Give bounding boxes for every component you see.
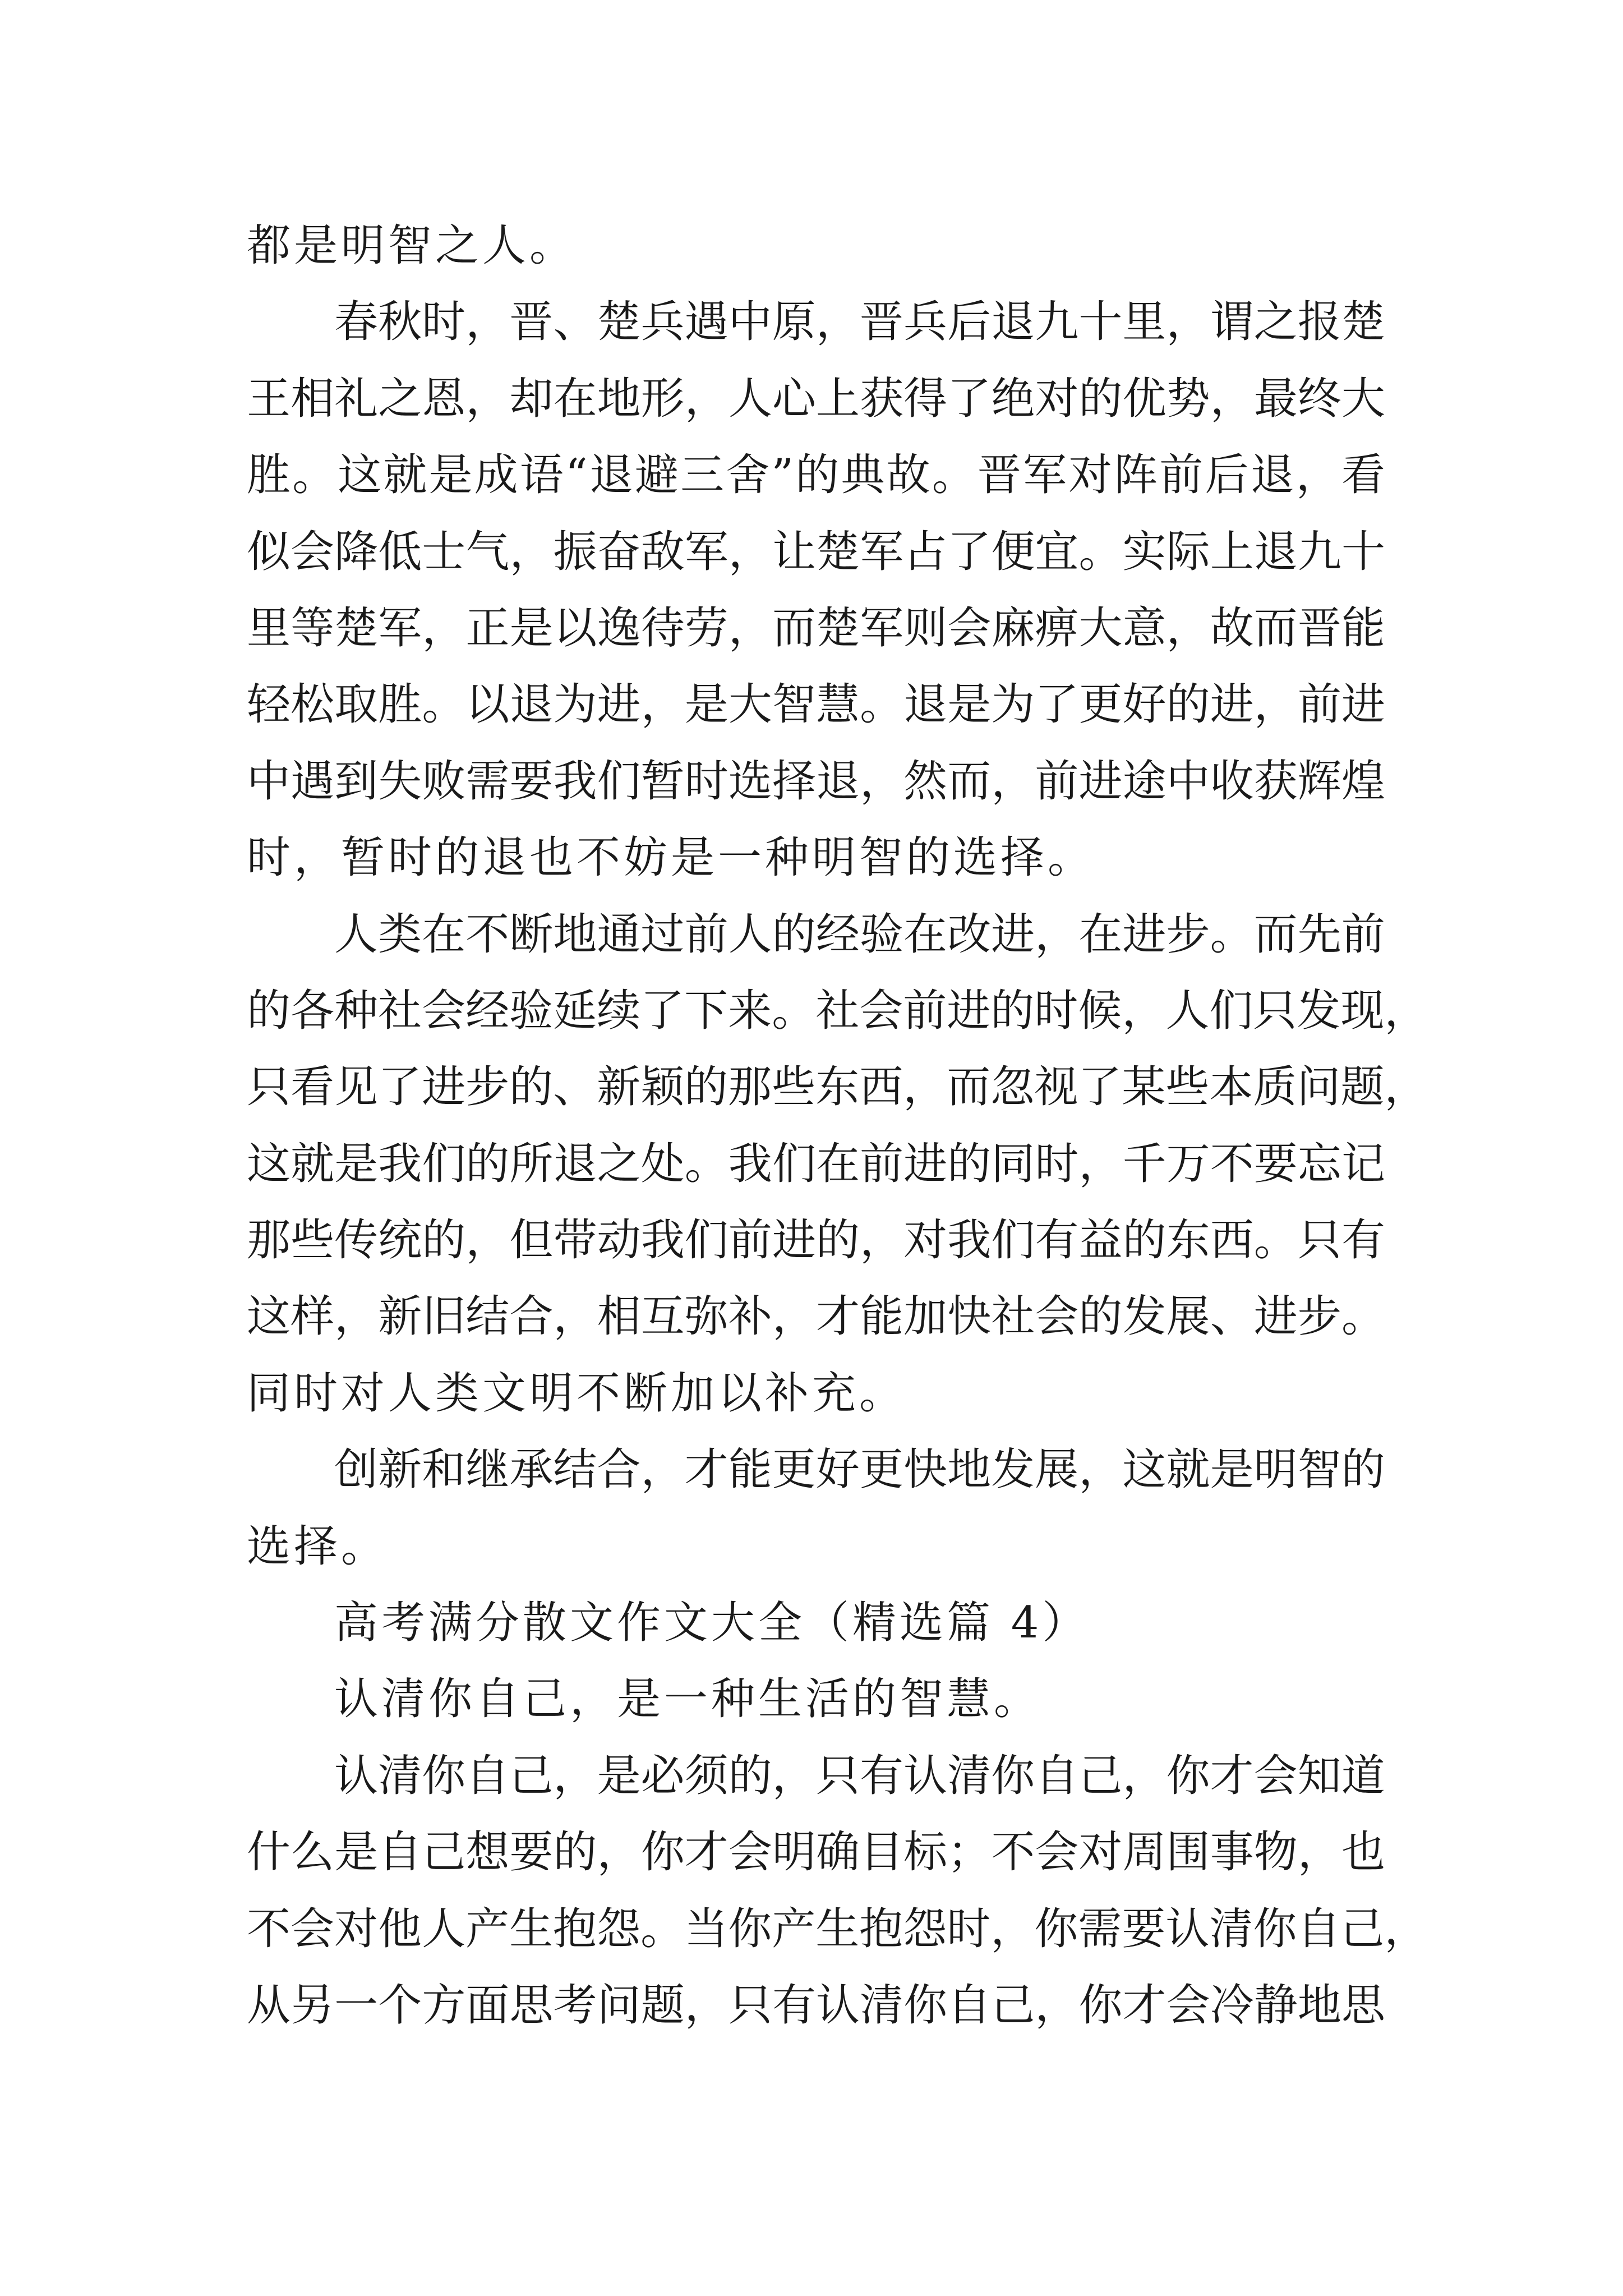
text-line: 不 会 对 他 人 产 生 抱 怨 。 当 你 产 生 抱 怨 时 ， 你 需 要 认 清 你 自 己 ， (247, 1903, 1428, 1954)
text-line: 选择。 (247, 1521, 389, 1572)
text-line: 只 看 见 了 进 步 的 、 新 颖 的 那 些 东 西 ， 而 忽 视 了 某 些 本 质 问 题 ， (247, 1062, 1428, 1113)
text-line: 认 清 你 自 己 ， 是 必 须 的 ， 只 有 认 清 你 自 己 ， 你 才 会 知 道 (334, 1750, 1385, 1801)
text-line: 这 就 是 我 们 的 所 退 之 处 。 我 们 在 前 进 的 同 时 ， 千 万 不 要 忘 记 (247, 1138, 1385, 1189)
document-body (247, 208, 1428, 2044)
text-line: 人 类 在 不 断 地 通 过 前 人 的 经 验 在 改 进 ， 在 进 步 。 而 先 前 (334, 909, 1385, 960)
text-line: 那 些 传 统 的 ， 但 带 动 我 们 前 进 的 ， 对 我 们 有 益 的 东 西 。 只 有 (247, 1215, 1385, 1266)
text-line: 似 会 降 低 士 气 ， 振 奋 敌 军 ， 让 楚 军 占 了 便 宜 。 实 际 上 退 九 十 (247, 526, 1385, 577)
text-line: 中 遇 到 失 败 需 要 我 们 暂 时 选 择 退 ， 然 而 ， 前 进 途 中 收 获 辉 煌 (247, 756, 1385, 807)
text-line: 高考满分散文作文大全（精选篇 4） (334, 1598, 1090, 1649)
text-line: 时，暂时的退也不妨是一种明智的选择。 (247, 832, 1095, 884)
text-line: 同时对人类文明不断加以补充。 (247, 1368, 907, 1419)
text-line: 认清你自己，是一种生活的智慧。 (334, 1674, 1041, 1725)
text-line: 王 相 礼 之 恩 ， 却 在 地 形 ， 人 心 上 获 得 了 绝 对 的 优 势 ， 最 终 大 (247, 373, 1385, 424)
text-line: 创 新 和 继 承 结 合 ， 才 能 更 好 更 快 地 发 展 ， 这 就 是 明 智 的 (334, 1444, 1385, 1496)
text-line: 里 等 楚 军 ， 正 是 以 逸 待 劳 ， 而 楚 军 则 会 麻 痹 大 意 ， 故 而 晋 能 (247, 602, 1385, 654)
text-line: 胜 。 这 就 是 成 语 “ 退 避 三 舍 ” 的 典 故 。 晋 军 对 阵 前 后 退 ， 看 (247, 450, 1385, 501)
text-line: 从 另 一 个 方 面 思 考 问 题 ， 只 有 认 清 你 自 己 ， 你 才 会 冷 静 地 思 (247, 1980, 1385, 2031)
text-line: 轻 松 取 胜 。 以 退 为 进 ， 是 大 智 慧 。 退 是 为 了 更 好 的 进 ， 前 进 (247, 679, 1385, 730)
text-line: 的 各 种 社 会 经 验 延 续 了 下 来 。 社 会 前 进 的 时 候 ， 人 们 只 发 现 ， (247, 985, 1428, 1036)
text-line: 这 样 ， 新 旧 结 合 ， 相 互 弥 补 ， 才 能 加 快 社 会 的 发 展 、 进 步 。 (247, 1291, 1385, 1342)
text-line: 都是明智之人。 (247, 220, 577, 271)
text-line: 春 秋 时 ， 晋 、 楚 兵 遇 中 原 ， 晋 兵 后 退 九 十 里 ， 谓 之 报 楚 (334, 297, 1385, 348)
text-line: 什 么 是 自 己 想 要 的 ， 你 才 会 明 确 目 标 ； 不 会 对 周 围 事 物 ， 也 (247, 1827, 1385, 1878)
